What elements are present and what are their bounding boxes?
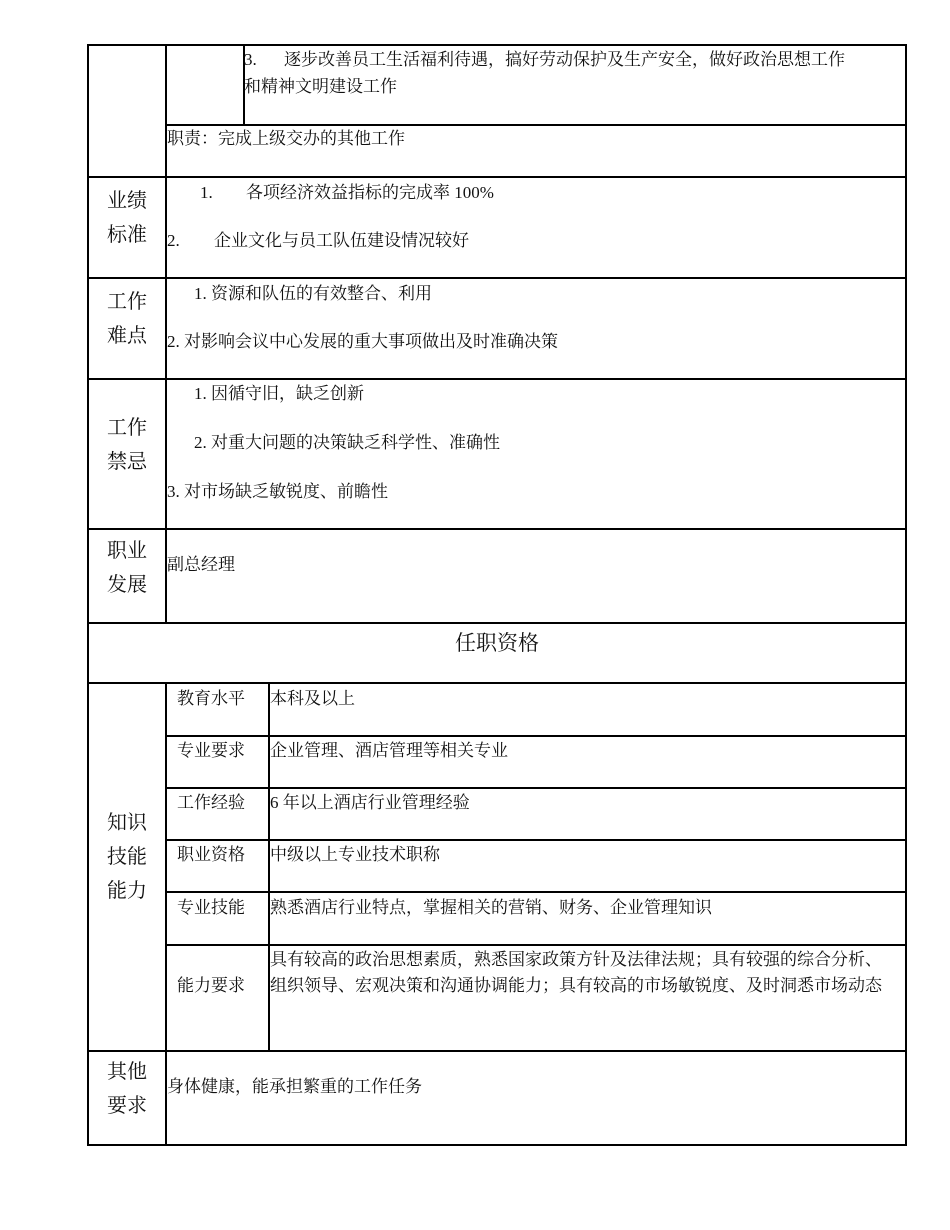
experience-label: 工作经验 <box>177 793 245 812</box>
ability-label: 能力要求 <box>177 976 245 995</box>
taboo-item-1: 1. 因循守旧，缺乏创新 <box>194 384 364 403</box>
certification-value: 中级以上专业技术职称 <box>270 845 440 864</box>
ability-value: 具有较高的政治思想素质，熟悉国家政策方针及法律法规；具有较强的综合分析、组织领导、宏观决策和沟通协调能力；具有较高的市场敏锐度、及时洞悉市场动态 <box>270 950 882 995</box>
qualifications-title: 任职资格 <box>455 631 539 655</box>
taboo-item-3: 3. 对市场缺乏敏锐度、前瞻性 <box>167 482 388 501</box>
difficulties-label: 工作 难点 <box>107 291 147 347</box>
taboo-item-2: 2. 对重大问题的决策缺乏科学性、准确性 <box>194 433 500 452</box>
education-label: 教育水平 <box>177 689 245 708</box>
difficulty-item-1: 1. 资源和队伍的有效整合、利用 <box>194 284 432 303</box>
other-label: 其他 要求 <box>107 1061 147 1117</box>
skills-label: 专业技能 <box>177 898 245 917</box>
major-label: 专业要求 <box>177 741 245 760</box>
performance-item-1-text: 各项经济效益指标的完成率 100% <box>246 183 494 202</box>
career-value: 副总经理 <box>167 555 235 574</box>
performance-item-1-number: 1. <box>200 183 213 202</box>
duty-item-3-number: 3. <box>244 50 257 69</box>
performance-item-2-text: 企业文化与员工队伍建设情况较好 <box>214 231 469 250</box>
difficulty-item-2: 2. 对影响会议中心发展的重大事项做出及时准确决策 <box>167 332 558 351</box>
duty-item-3-text: 逐步改善员工生活福利待遇，搞好劳动保护及生产安全，做好政治思想工作 <box>284 50 845 69</box>
duty-other: 职责：完成上级交办的其他工作 <box>167 129 405 148</box>
duty-item-3-text-cont: 和精神文明建设工作 <box>244 77 397 96</box>
performance-label: 业绩 标准 <box>107 190 147 246</box>
skills-value: 熟悉酒店行业特点，掌握相关的营销、财务、企业管理知识 <box>270 898 712 917</box>
certification-label: 职业资格 <box>177 845 245 864</box>
performance-item-2-number: 2. <box>167 231 180 250</box>
knowledge-label: 知识 技能 能力 <box>107 812 147 902</box>
other-value: 身体健康，能承担繁重的工作任务 <box>167 1077 422 1096</box>
experience-value: 6 年以上酒店行业管理经验 <box>270 793 470 812</box>
education-value: 本科及以上 <box>270 689 355 708</box>
taboos-label: 工作 禁忌 <box>107 417 147 473</box>
career-label: 职业 发展 <box>107 540 147 596</box>
major-value: 企业管理、酒店管理等相关专业 <box>270 741 508 760</box>
